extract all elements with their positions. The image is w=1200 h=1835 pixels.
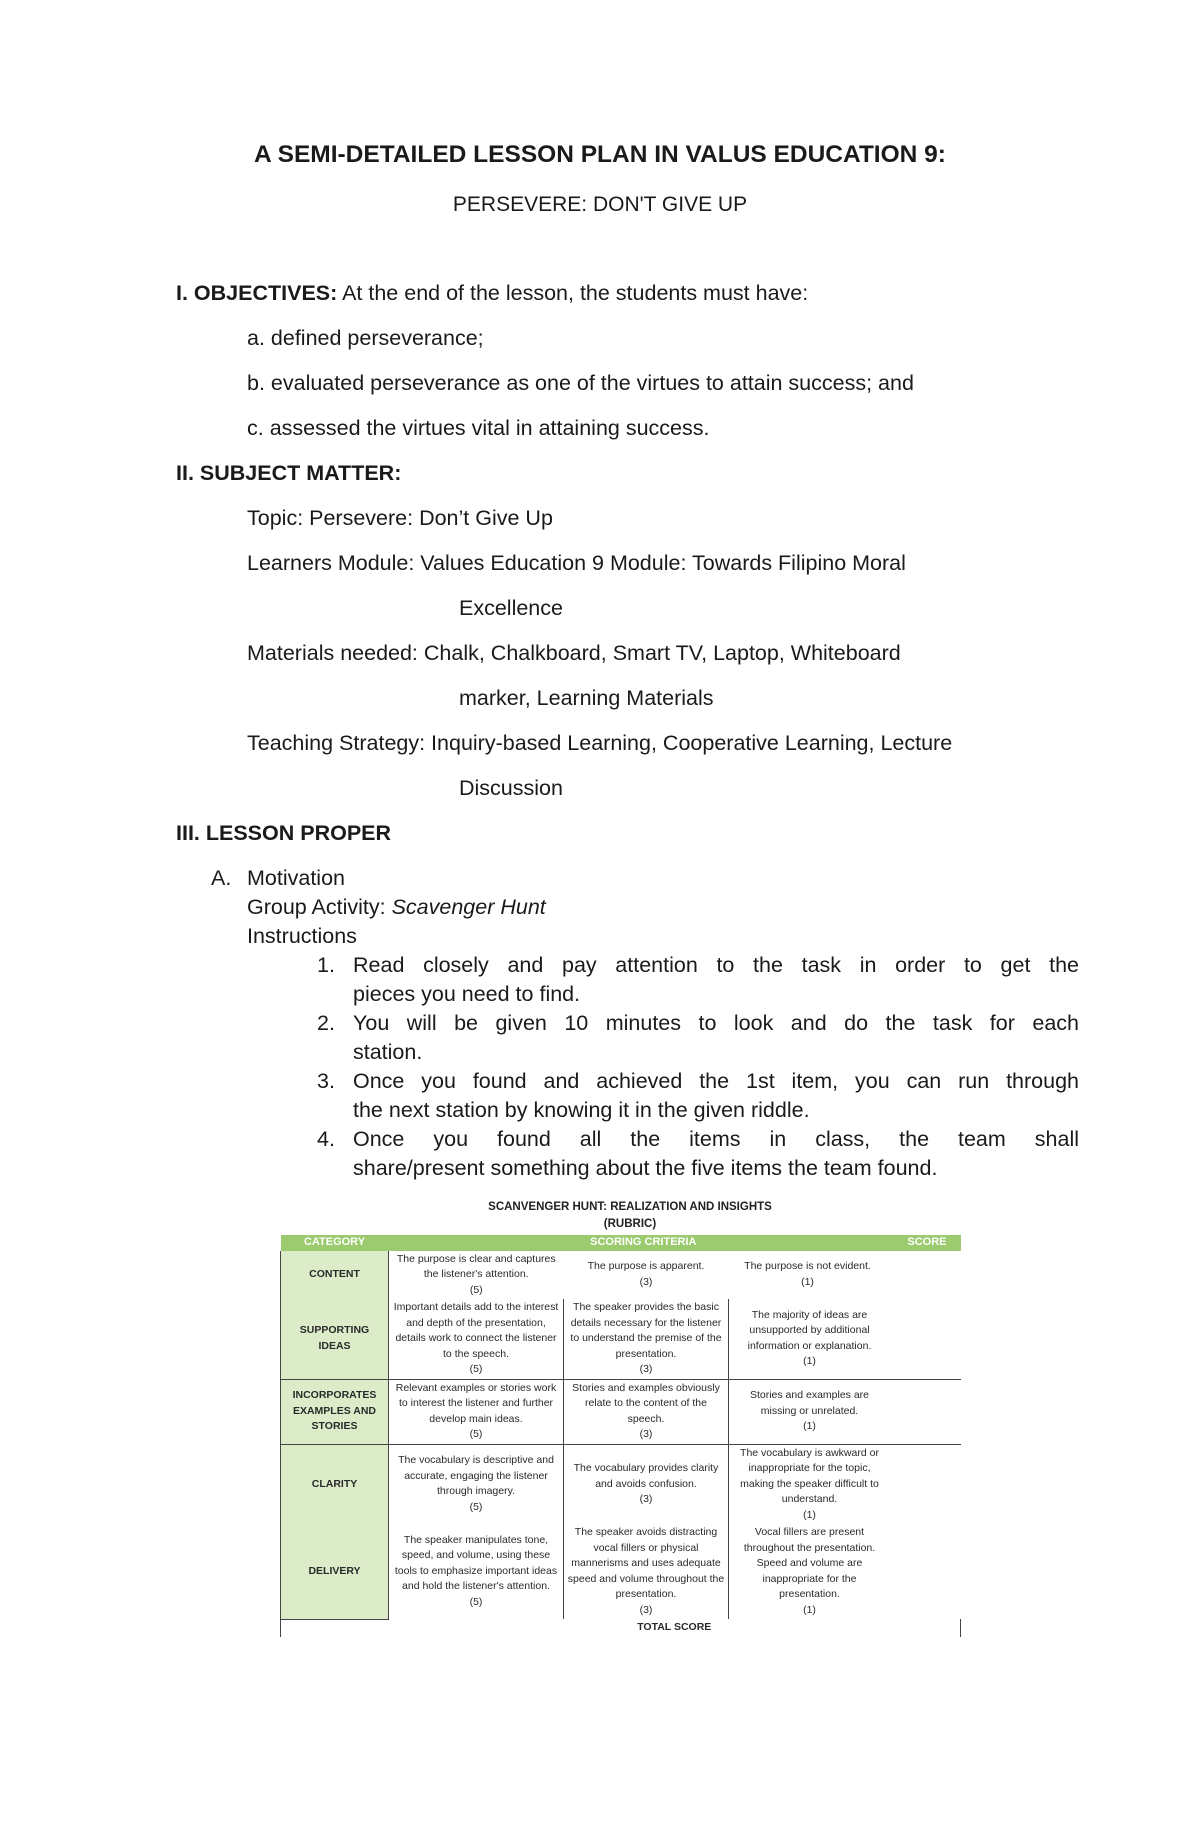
group-activity-name: Scavenger Hunt bbox=[391, 895, 546, 919]
criteria-text: Important details add to the interest and depth of the presentation, details work to connect the listener to the speech. bbox=[393, 1301, 559, 1360]
materials-needed-cont: marker, Learning Materials bbox=[459, 686, 714, 710]
criteria-text: The majority of ideas are unsupported by additional information or explanation. bbox=[747, 1308, 872, 1352]
page-title: A SEMI-DETAILED LESSON PLAN IN VALUS EDUCATION 9: bbox=[254, 141, 946, 168]
criteria-points: (3) bbox=[639, 1275, 653, 1288]
rubric-criteria-1 bbox=[729, 1444, 961, 1524]
rubric-criteria-5 bbox=[389, 1444, 564, 1524]
criteria-text: The vocabulary provides clarity and avoids confusion. bbox=[573, 1462, 719, 1490]
criteria-text: The speaker manipulates tone, speed, and volume, using these tools to emphasize important ideas and hold the listener's attention. bbox=[394, 1533, 558, 1593]
rubric-criteria-1 bbox=[729, 1299, 961, 1379]
instruction-number: 4. bbox=[317, 1127, 335, 1151]
rubric-table bbox=[280, 1235, 961, 1637]
criteria-text: The vocabulary is awkward or inappropriate for the topic, making the speaker difficult to understand. bbox=[740, 1446, 879, 1505]
objectives-line bbox=[176, 281, 808, 306]
subject-topic: Topic: Persevere: Don’t Give Up bbox=[247, 506, 553, 530]
instruction-number: 3. bbox=[317, 1069, 335, 1093]
rubric-category: DELIVERY bbox=[281, 1524, 389, 1619]
instructions-label: Instructions bbox=[247, 924, 357, 948]
rubric-row bbox=[281, 1251, 961, 1300]
criteria-text: Stories and examples are missing or unrelated. bbox=[749, 1389, 870, 1417]
criteria-points: (3) bbox=[639, 1428, 653, 1440]
materials-needed: Materials needed: Chalk, Chalkboard, Smart TV, Laptop, Whiteboard bbox=[247, 641, 901, 665]
instruction-line: Once you found all the items in class, the team shall bbox=[353, 1127, 1079, 1151]
group-activity bbox=[247, 895, 546, 920]
criteria-points: (3) bbox=[639, 1493, 653, 1505]
criteria-points: (1) bbox=[803, 1420, 816, 1433]
rubric-total-score: TOTAL SCORE bbox=[389, 1619, 961, 1637]
instruction-line: You will be given 10 minutes to look and do the task for each bbox=[353, 1011, 1079, 1035]
rubric-criteria-3 bbox=[564, 1444, 729, 1524]
objective-item: a. defined perseverance; bbox=[247, 326, 484, 350]
criteria-text: Relevant examples or stories work to interest the listener and further develop main ideas. bbox=[395, 1381, 557, 1425]
criteria-points: (5) bbox=[469, 1283, 483, 1296]
instruction-line: Once you found and achieved the 1st item, you can run through bbox=[353, 1069, 1079, 1093]
instruction-number: 1. bbox=[317, 953, 335, 977]
instruction-line: pieces you need to find. bbox=[353, 982, 581, 1006]
rubric-criteria-1 bbox=[729, 1524, 961, 1619]
rubric-criteria-5 bbox=[389, 1251, 564, 1300]
rubric-category: INCORPORATES EXAMPLES AND STORIES bbox=[281, 1379, 389, 1444]
criteria-text: The vocabulary is descriptive and accurate, engaging the listener through imagery. bbox=[398, 1454, 554, 1498]
rubric-category: CONTENT bbox=[281, 1251, 389, 1300]
rubric-category: SUPPORTING IDEAS bbox=[281, 1299, 389, 1379]
criteria-points: (1) bbox=[803, 1508, 816, 1521]
page-subtitle: PERSEVERE: DON'T GIVE UP bbox=[452, 193, 748, 216]
rubric-total-row bbox=[281, 1619, 961, 1637]
criteria-text: The purpose is apparent. bbox=[587, 1260, 705, 1273]
rubric-subtitle: (RUBRIC) bbox=[603, 1218, 657, 1230]
instruction-line: share/present something about the five items the team found. bbox=[353, 1156, 938, 1180]
rubric-row bbox=[281, 1379, 961, 1444]
teaching-strategy-cont: Discussion bbox=[459, 776, 563, 800]
instruction-number: 2. bbox=[317, 1011, 335, 1035]
rubric-row bbox=[281, 1524, 961, 1619]
criteria-points: (5) bbox=[469, 1363, 483, 1375]
criteria-points: (5) bbox=[469, 1595, 483, 1608]
section-letter: A. bbox=[211, 866, 232, 890]
rubric-total-spacer bbox=[281, 1619, 389, 1637]
lesson-proper-heading: III. LESSON PROPER bbox=[176, 821, 392, 845]
learners-module-cont: Excellence bbox=[459, 596, 563, 620]
objective-item: b. evaluated perseverance as one of the virtues to attain success; and bbox=[247, 371, 914, 395]
rubric-criteria-5 bbox=[389, 1524, 564, 1619]
objectives-heading: I. OBJECTIVES: bbox=[176, 281, 338, 305]
criteria-text: Vocal fillers are present throughout the presentation. Speed and volume are inappropriate for the presentation. bbox=[743, 1526, 876, 1600]
rubric-criteria-3 bbox=[564, 1379, 729, 1444]
criteria-points: (5) bbox=[469, 1428, 483, 1440]
rubric-header-category: CATEGORY bbox=[281, 1235, 389, 1251]
criteria-points: (3) bbox=[639, 1603, 653, 1616]
criteria-text: The speaker provides the basic details necessary for the listener to understand the premise of the presentation. bbox=[570, 1301, 722, 1360]
rubric-header-score: SCORE bbox=[729, 1235, 961, 1251]
rubric-criteria-3 bbox=[564, 1299, 729, 1379]
objectives-intro: At the end of the lesson, the students must have: bbox=[342, 281, 809, 305]
criteria-points: (1) bbox=[803, 1355, 816, 1368]
criteria-points: (1) bbox=[801, 1275, 814, 1288]
group-activity-label: Group Activity: bbox=[247, 895, 386, 919]
teaching-strategy: Teaching Strategy: Inquiry-based Learning, Cooperative Learning, Lecture bbox=[247, 731, 953, 755]
learners-module: Learners Module: Values Education 9 Module: Towards Filipino Moral bbox=[247, 551, 906, 575]
subject-matter-heading: II. SUBJECT MATTER: bbox=[176, 461, 402, 485]
criteria-points: (1) bbox=[803, 1603, 816, 1616]
rubric-criteria-5 bbox=[389, 1379, 564, 1444]
rubric-row bbox=[281, 1299, 961, 1379]
rubric-header-row bbox=[281, 1235, 961, 1251]
criteria-text: The speaker avoids distracting vocal fillers or physical mannerisms and uses adequate speed and volume throughout the presentation. bbox=[567, 1526, 725, 1600]
section-title: Motivation bbox=[247, 866, 345, 890]
rubric-criteria-3 bbox=[564, 1524, 729, 1619]
rubric-row bbox=[281, 1444, 961, 1524]
objective-item: c. assessed the virtues vital in attaining success. bbox=[247, 416, 710, 440]
rubric-title: SCANVENGER HUNT: REALIZATION AND INSIGHTS bbox=[488, 1201, 772, 1213]
rubric-criteria-3 bbox=[564, 1251, 729, 1300]
rubric-category: CLARITY bbox=[281, 1444, 389, 1524]
instruction-line: the next station by knowing it in the given riddle. bbox=[353, 1098, 810, 1122]
criteria-text: The purpose is clear and captures the listener's attention. bbox=[396, 1252, 556, 1280]
rubric-criteria-5 bbox=[389, 1299, 564, 1379]
rubric-criteria-1 bbox=[729, 1379, 961, 1444]
criteria-points: (5) bbox=[469, 1500, 483, 1513]
instruction-line: station. bbox=[353, 1040, 423, 1064]
rubric-criteria-1 bbox=[729, 1251, 961, 1300]
criteria-text: Stories and examples obviously relate to the content of the speech. bbox=[572, 1381, 720, 1425]
criteria-text: The purpose is not evident. bbox=[744, 1260, 871, 1273]
criteria-points: (3) bbox=[639, 1363, 653, 1375]
rubric-header-criteria: SCORING CRITERIA bbox=[389, 1235, 729, 1251]
instruction-line: Read closely and pay attention to the task in order to get the bbox=[353, 953, 1079, 977]
